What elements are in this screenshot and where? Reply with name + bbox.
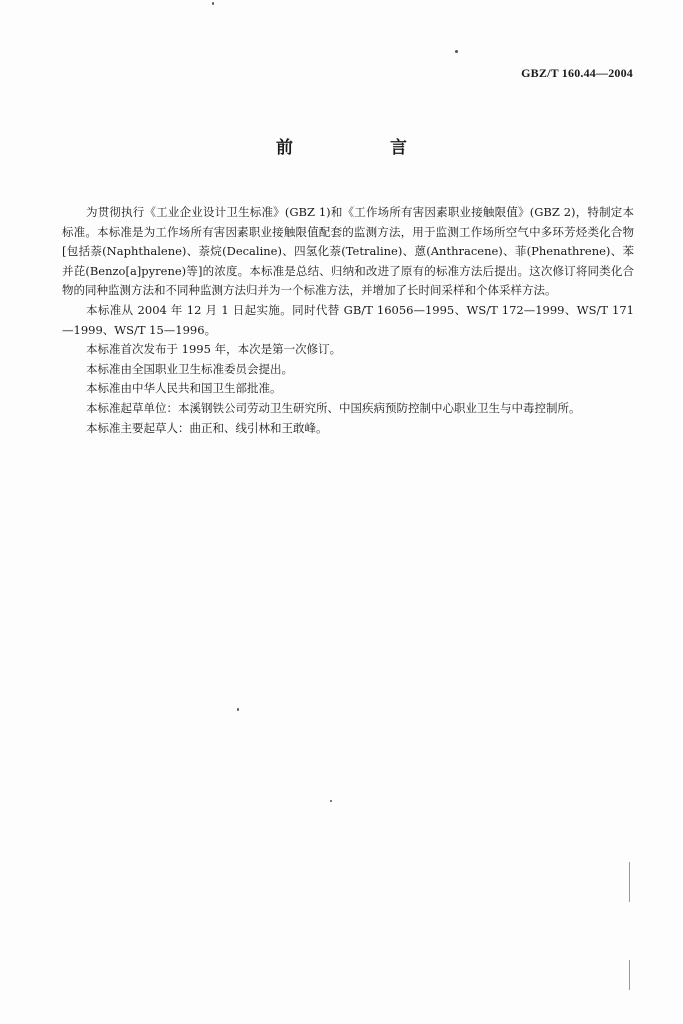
- paragraph-proposed-by: 本标准由全国职业卫生标准委员会提出。: [86, 361, 293, 376]
- foreword-body: [62, 203, 634, 438]
- scan-speck: [629, 862, 630, 902]
- paragraph-drafting-units: 本标准起草单位：本溪钢铁公司劳动卫生研究所、中国疾病预防控制中心职业卫生与中毒控制所。: [86, 400, 581, 415]
- standard-code: GBZ/T 160.44—2004: [521, 66, 633, 80]
- paragraph-effective-date: 本标准从 2004 年 12 月 1 日起实施。同时代替 GB/T 16056—1995、WS/T 172—1999、WS/T 171—1999、WS/T 15—1996。: [62, 302, 634, 337]
- paragraph-drafters: 本标准主要起草人：曲正和、线引林和王敢峰。: [86, 420, 328, 435]
- scan-speck: [629, 960, 630, 990]
- paragraph-approved-by: 本标准由中华人民共和国卫生部批准。: [86, 381, 282, 396]
- scan-speck: [237, 708, 239, 711]
- paragraph-first-release: 本标准首次发布于 1995 年，本次是第一次修订。: [86, 342, 342, 357]
- scan-speck: [212, 2, 214, 5]
- scan-speck: [330, 800, 332, 802]
- scan-speck: [455, 50, 458, 53]
- paragraph-purpose: 为贯彻执行《工业企业设计卫生标准》(GBZ 1)和《工作场所有害因素职业接触限值》(GBZ 2)，特制定本标准。本标准是为工作场所有害因素职业接触限值配套的监测方法，用于监测工作场所空气中多环芳烃类化合物[包括萘(Naphthalene)、萘烷(Decaline)、四氢化萘(Tetraline)、蒽(Anthracene)、菲(Phenathrene)、苯并芘(Benzo[a]pyrene)等]的浓度。本标准是总结、归纳和改进了原有的标准方法后提出。这次修订将同类化合物的同种监测方法和不同种监测方法归并为一个标准方法，并增加了长时间采样和个体采样方法。: [62, 205, 634, 298]
- page-title: 前 言: [276, 138, 447, 158]
